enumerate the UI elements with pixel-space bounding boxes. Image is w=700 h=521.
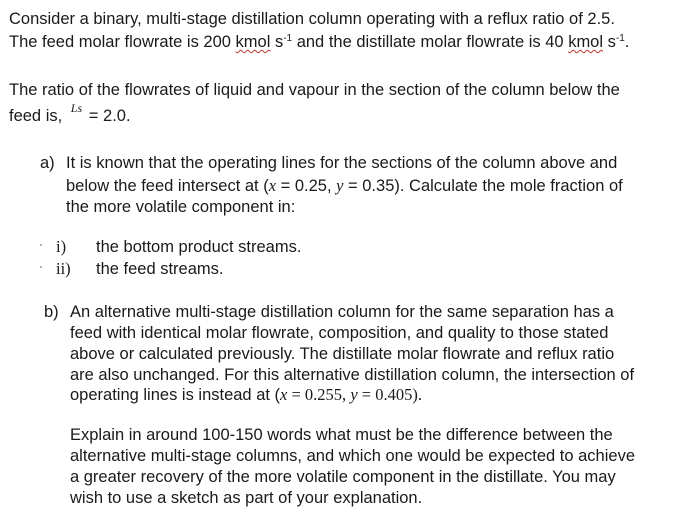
y-value-b: = 0.405). [357,385,422,404]
margin-dot-1 [40,244,42,246]
ratio-line-1: The ratio of the flowrates of liquid and vapour in the section of the column below the [9,81,620,99]
y-variable-b: y [350,385,358,404]
part-b-label: b) [44,303,59,321]
part-b-intersect-text: operating lines is instead at ( [70,386,281,404]
unit-kmol-2: kmol [568,33,604,51]
part-a-label: a) [40,154,55,172]
part-b-line-2: feed with identical molar flowrate, composition, and quality to those stated [70,324,609,342]
x-variable-b: x [280,385,288,404]
explain-line-4: wish to use a sketch as part of your explanation. [70,489,423,507]
intro-line-1: Consider a binary, multi-stage distillation column operating with a reflux ratio of 2.5. [9,10,615,28]
ls-fraction [67,101,89,126]
part-b-line-1: An alternative multi-stage distillation column for the same separation has a [70,303,614,321]
explain-line-3: a greater recovery of the more volatile component in the distillate. You may [70,468,616,486]
explain-line-1: Explain in around 100-150 words what must be the difference between the [70,426,613,444]
part-a-line-1: It is known that the operating lines for the sections of the column above and [66,154,618,172]
exponent-2: -1 [615,33,625,44]
part-b-line-3: above or calculated previously. The distillate molar flowrate and reflux ratio [70,345,615,363]
part-b-line-5 [70,385,422,405]
y-variable: y [336,176,344,195]
ratio-value: = 2.0. [88,107,131,125]
part-b-line-4: are also unchanged. For this alternative distillation column, the intersection of [70,366,635,384]
exponent-1: -1 [283,33,293,44]
item-i-numeral: i) [56,237,67,256]
item-ii-text: the feed streams. [96,260,224,278]
y-value: = 0.35). Calculate the mole fraction of [343,177,623,195]
intro-feed-text: The feed molar flowrate is 200 [9,33,236,51]
ratio-feed-is: feed is, [9,107,67,125]
intro-distillate-text: and the distillate molar flowrate is 40 [292,33,569,51]
part-a-line-3: the more volatile component in: [66,198,296,216]
intro-period: . [624,33,630,51]
part-a-line-2 [66,176,623,196]
x-value-b: = 0.255, [287,385,351,404]
part-a-intersect-text: below the feed intersect at ( [66,177,269,195]
x-value: = 0.25, [276,177,337,195]
unit-kmol-1: kmol [235,33,271,51]
margin-dot-2 [40,266,42,268]
ratio-line-2 [9,101,131,126]
intro-line-2 [9,32,629,52]
item-i-text: the bottom product streams. [96,238,302,256]
unit-s-1: s [270,33,284,51]
ls-fraction-numerator: Ls [70,101,83,115]
item-ii-numeral: ii) [56,259,71,278]
unit-s-2: s [603,33,616,51]
explain-line-2: alternative multi-stage columns, and which one would be expected to achieve [70,447,635,465]
x-variable: x [268,176,277,195]
